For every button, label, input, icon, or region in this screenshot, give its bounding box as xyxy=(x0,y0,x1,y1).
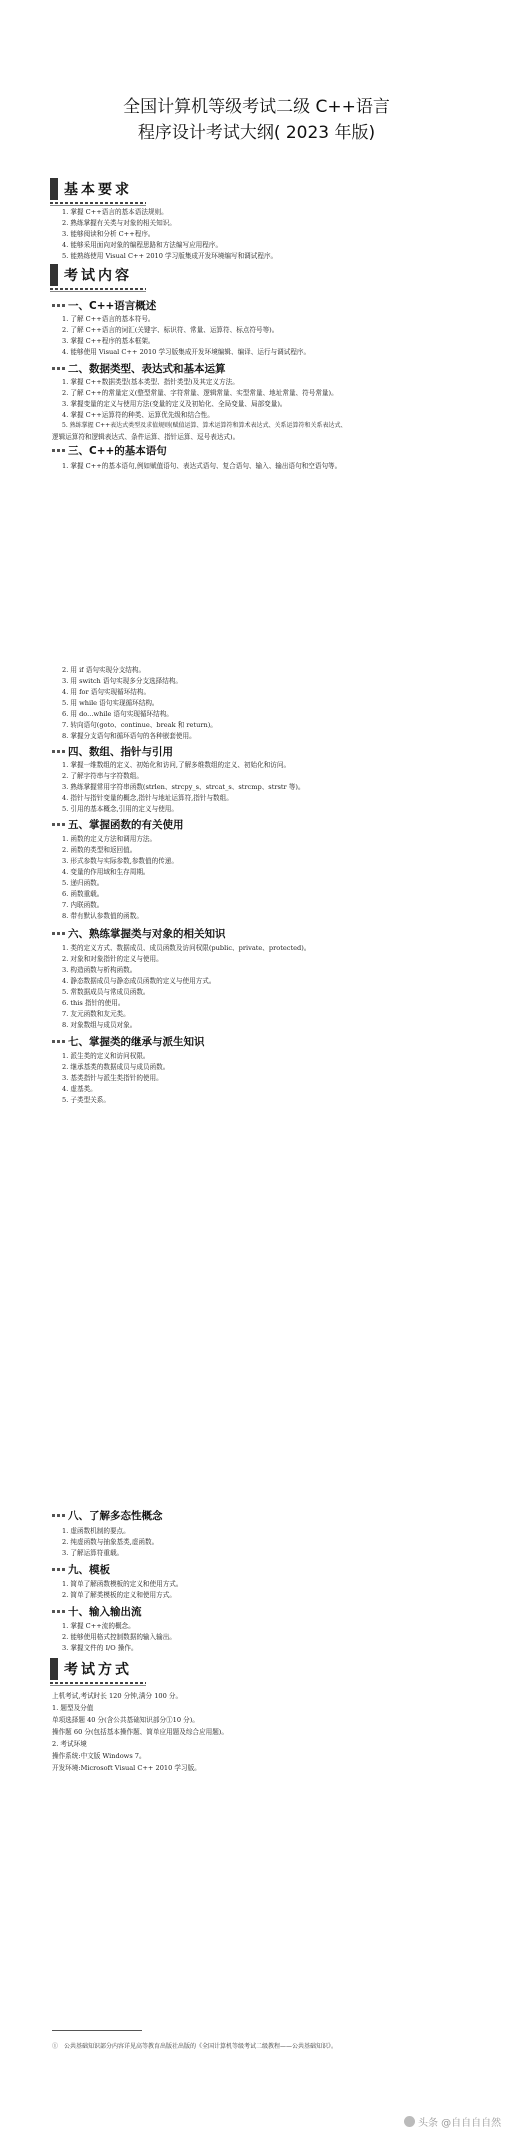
list-item: 6. 用 do...while 语句实现循环结构。 xyxy=(62,710,173,718)
list-item: 8. 对象数组与成员对象。 xyxy=(62,1021,137,1029)
list-item: 3. 形式参数与实际参数,参数值的传递。 xyxy=(62,857,178,865)
list-item: 1. 掌握 C++语言的基本语法规则。 xyxy=(62,208,168,216)
list-item: 5. 熟练掌握 C++表达式类型及求值规则(赋值运算、算术运算符和算术表达式、关系运算符和关系表达式、 xyxy=(62,422,347,429)
list-item: 4. 指针与指针变量的概念,指针与地址运算符,指针与数组。 xyxy=(62,794,233,802)
heading-bar-icon xyxy=(50,178,58,200)
list-item: 7. 内联函数。 xyxy=(62,901,104,909)
arrow-icon xyxy=(52,1040,66,1043)
list-item: 操作题 60 分(包括基本操作题、简单应用题及综合应用题)。 xyxy=(52,1728,228,1736)
paw-icon xyxy=(404,2116,415,2127)
list-item: 3. 构造函数与析构函数。 xyxy=(62,966,137,974)
list-item: 5. 用 while 语句实现循环结构。 xyxy=(62,699,159,707)
list-item: 2. 继承基类的数据成员与成员函数。 xyxy=(62,1063,170,1071)
list-item: 2. 简单了解类模板的定义和使用方式。 xyxy=(62,1591,176,1599)
list-item: 5. 递归函数。 xyxy=(62,879,104,887)
list-item: 4. 静态数据成员与静态成员函数的定义与使用方式。 xyxy=(62,977,216,985)
list-item: 逻辑运算符和逻辑表达式、条件运算、指针运算、逗号表达式)。 xyxy=(52,433,240,441)
arrow-icon xyxy=(52,750,66,753)
list-item: 5. 引用的基本概念,引用的定义与使用。 xyxy=(62,805,178,813)
list-item: 1. 掌握 C++的基本语句,例如赋值语句、表达式语句、复合语句、输入、输出语句和空语句等。 xyxy=(62,462,342,470)
list-item: 2. 熟练掌握有关类与对象的相关知识。 xyxy=(62,219,176,227)
arrow-icon xyxy=(52,1568,66,1571)
list-item: 2. 用 if 语句实现分支结构。 xyxy=(62,666,146,674)
list-item: 6. 函数重载。 xyxy=(62,890,104,898)
list-item: 开发环境:Microsoft Visual C++ 2010 学习版。 xyxy=(52,1764,201,1772)
list-item: 4. 能够采用面向对象的编程思路和方法编写应用程序。 xyxy=(62,241,223,249)
list-item: 1. 掌握 C++流的概念。 xyxy=(62,1622,135,1630)
list-item: 2. 纯虚函数与抽象基类,虚函数。 xyxy=(62,1538,159,1546)
list-item: 6. this 指针的使用。 xyxy=(62,999,125,1007)
list-item: 2. 函数的类型和返回值。 xyxy=(62,846,137,854)
list-item: 1. 函数的定义方法和调用方法。 xyxy=(62,835,157,843)
list-item: 1. 掌握 C++数据类型(基本类型、指针类型)及其定义方法。 xyxy=(62,378,239,386)
list-item: 5. 常数据成员与常成员函数。 xyxy=(62,988,150,996)
list-item: 3. 熟练掌握常用字符串函数(strlen、strcpy_s、strcat_s、strcmp、strstr 等)。 xyxy=(62,783,305,791)
arrow-icon xyxy=(52,367,66,370)
list-item: 2. 了解 C++的常量定义(整型常量、字符常量、逻辑常量、实型常量、地址常量、符号常量)。 xyxy=(62,389,338,397)
list-item: 3. 掌握 C++程序的基本框架。 xyxy=(62,337,155,345)
list-item: 3. 掌握变量的定义与使用方法(变量的定义及初始化、全局变量、局部变量)。 xyxy=(62,400,287,408)
page-title-line2: 程序设计考试大纲( 2023 年版) xyxy=(137,123,376,143)
heading-basic-requirements: 基本要求 xyxy=(50,176,146,200)
heading-bar-icon xyxy=(50,264,58,286)
list-item: 5. 子类型关系。 xyxy=(62,1096,110,1104)
list-item: 1. 简单了解函数模板的定义和使用方式。 xyxy=(62,1580,183,1588)
list-item: 2. 了解 C++语言的词汇(关键字、标识符、常量、运算符、标点符号等)。 xyxy=(62,326,279,334)
list-item: 2. 对象和对象指针的定义与使用。 xyxy=(62,955,163,963)
list-item: 2. 能够使用格式控制数据的输入输出。 xyxy=(62,1633,176,1641)
list-item: 3. 能够阅读和分析 C++程序。 xyxy=(62,230,155,238)
list-item: 1. 了解 C++语言的基本符号。 xyxy=(62,315,155,323)
footnote: ① 公共基础知识部分内容详见高等教育出版社出版的《全国计算机等级考试二级教程——公共基础知识》。 xyxy=(52,2043,338,2050)
arrow-icon xyxy=(52,1610,66,1613)
heading-bar-icon xyxy=(50,1658,58,1680)
arrow-icon xyxy=(52,1514,66,1517)
list-item: 3. 用 switch 语句实现多分支选择结构。 xyxy=(62,677,183,685)
list-item: 单项选择题 40 分(含公共基础知识部分①10 分)。 xyxy=(52,1716,199,1724)
list-item: 1. 题型及分值 xyxy=(52,1704,94,1712)
list-item: 上机考试,考试时长 120 分钟,满分 100 分。 xyxy=(52,1692,183,1700)
heading-exam-content: 考试内容 xyxy=(50,262,146,286)
list-item: 4. 虚基类。 xyxy=(62,1085,97,1093)
footnote-divider xyxy=(52,2030,142,2031)
list-item: 1. 掌握一维数组的定义、初始化和访问,了解多维数组的定义、初始化和访问。 xyxy=(62,761,291,769)
list-item: 3. 了解运算符重载。 xyxy=(62,1549,124,1557)
list-item: 8. 掌握分支语句和循环语句的各种嵌套使用。 xyxy=(62,732,196,740)
watermark: 头条 @自自自自然 xyxy=(404,2114,501,2129)
list-item: 7. 转向语句(goto、continue、break 和 return)。 xyxy=(62,721,217,729)
list-item: 4. 掌握 C++运算符的种类、运算优先级和结合性。 xyxy=(62,411,214,419)
list-item: 2. 考试环境 xyxy=(52,1740,87,1748)
list-item: 8. 带有默认参数值的函数。 xyxy=(62,912,143,920)
list-item: 4. 变量的作用域和生存周期。 xyxy=(62,868,150,876)
heading-exam-method: 考试方式 xyxy=(50,1656,146,1680)
list-item: 3. 掌握文件的 I/O 操作。 xyxy=(62,1644,138,1652)
list-item: 4. 用 for 语句实现循环结构。 xyxy=(62,688,151,696)
list-item: 操作系统:中文版 Windows 7。 xyxy=(52,1752,146,1760)
list-item: 4. 能够使用 Visual C++ 2010 学习版集成开发环境编辑、编译、运行与调试程序。 xyxy=(62,348,311,356)
list-item: 3. 基类指针与派生类指针的使用。 xyxy=(62,1074,163,1082)
arrow-icon xyxy=(52,823,66,826)
arrow-icon xyxy=(52,932,66,935)
list-item: 2. 了解字符串与字符数组。 xyxy=(62,772,143,780)
arrow-icon xyxy=(52,449,66,452)
arrow-icon xyxy=(52,304,66,307)
list-item: 1. 虚函数机制的要点。 xyxy=(62,1527,130,1535)
list-item: 5. 能熟练使用 Visual C++ 2010 学习版集成开发环境编写和调试程序。 xyxy=(62,252,278,260)
page-title-line1: 全国计算机等级考试二级 C++语言 xyxy=(123,97,390,117)
list-item: 7. 友元函数和友元类。 xyxy=(62,1010,130,1018)
list-item: 1. 派生类的定义和访问权限。 xyxy=(62,1052,150,1060)
list-item: 1. 类的定义方式、数据成员、成员函数及访问权限(public、private、protected)。 xyxy=(62,944,311,952)
